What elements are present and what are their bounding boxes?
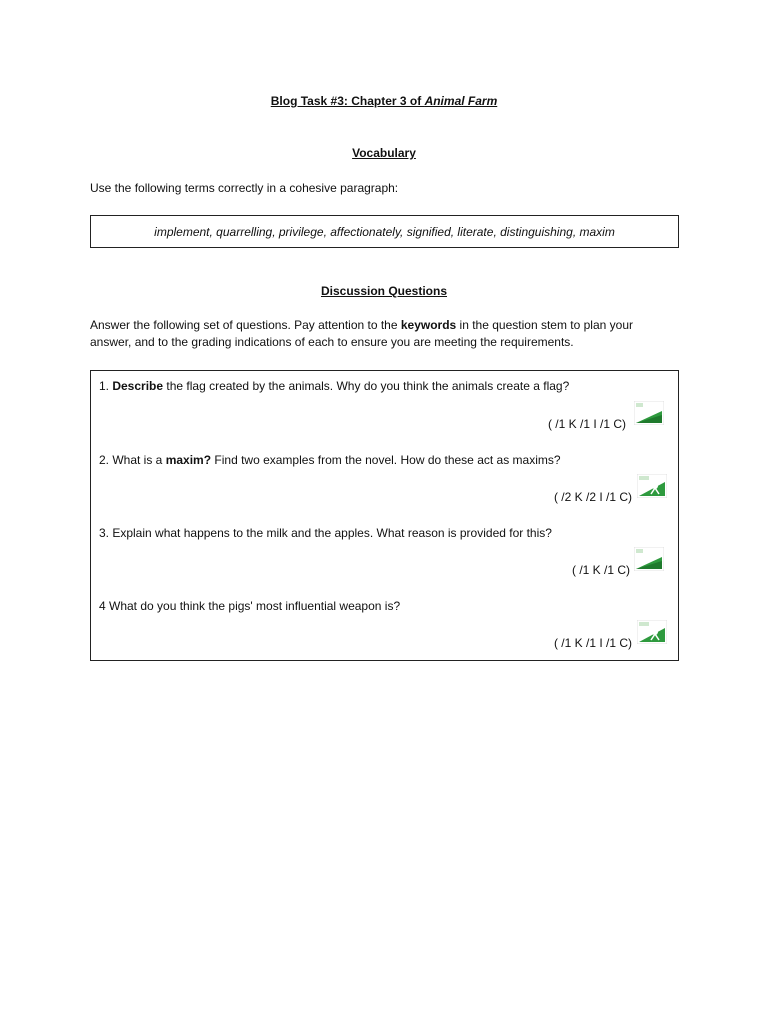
discussion-intro: Answer the following set of questions. Pay attention to the keywords in the question stem to plan your answer, and to the grading indications of each to ensure you are meeting the requirements.	[90, 318, 633, 349]
rising-level-icon	[634, 401, 664, 425]
question-3-score: ( /1 K /1 C)	[571, 563, 630, 577]
keywords-emphasis: keywords	[400, 318, 457, 332]
page-title: Blog Task #3: Chapter 3 of Animal Farm	[270, 94, 498, 108]
vocabulary-terms: implement, quarrelling, privilege, affectionately, signified, literate, distinguishing, maxim	[154, 224, 615, 239]
book-title: Animal Farm	[424, 94, 498, 108]
question-4: 4 What do you think the pigs' most influential weapon is?	[99, 599, 401, 613]
question-2-score: ( /2 K /2 I /1 C)	[553, 490, 632, 504]
questions-box	[90, 370, 679, 661]
discussion-heading: Discussion Questions	[320, 284, 448, 298]
question-1-score: ( /1 K /1 I /1 C)	[547, 417, 626, 431]
question-1: 1. Describe the flag created by the animals. Why do you think the animals create a flag?	[99, 379, 570, 393]
question-3: 3. Explain what happens to the milk and the apples. What reason is provided for this?	[99, 526, 552, 540]
rising-level-icon	[634, 547, 664, 571]
vocabulary-instruction: Use the following terms correctly in a cohesive paragraph:	[90, 181, 399, 195]
thinking-icon	[637, 620, 667, 644]
vocabulary-terms-box	[90, 215, 679, 248]
question-2: 2. What is a maxim? Find two examples from the novel. How do these act as maxims?	[99, 453, 561, 467]
question-4-score: ( /1 K /1 I /1 C)	[553, 636, 632, 650]
thinking-icon	[637, 474, 667, 498]
vocabulary-heading: Vocabulary	[352, 146, 416, 160]
